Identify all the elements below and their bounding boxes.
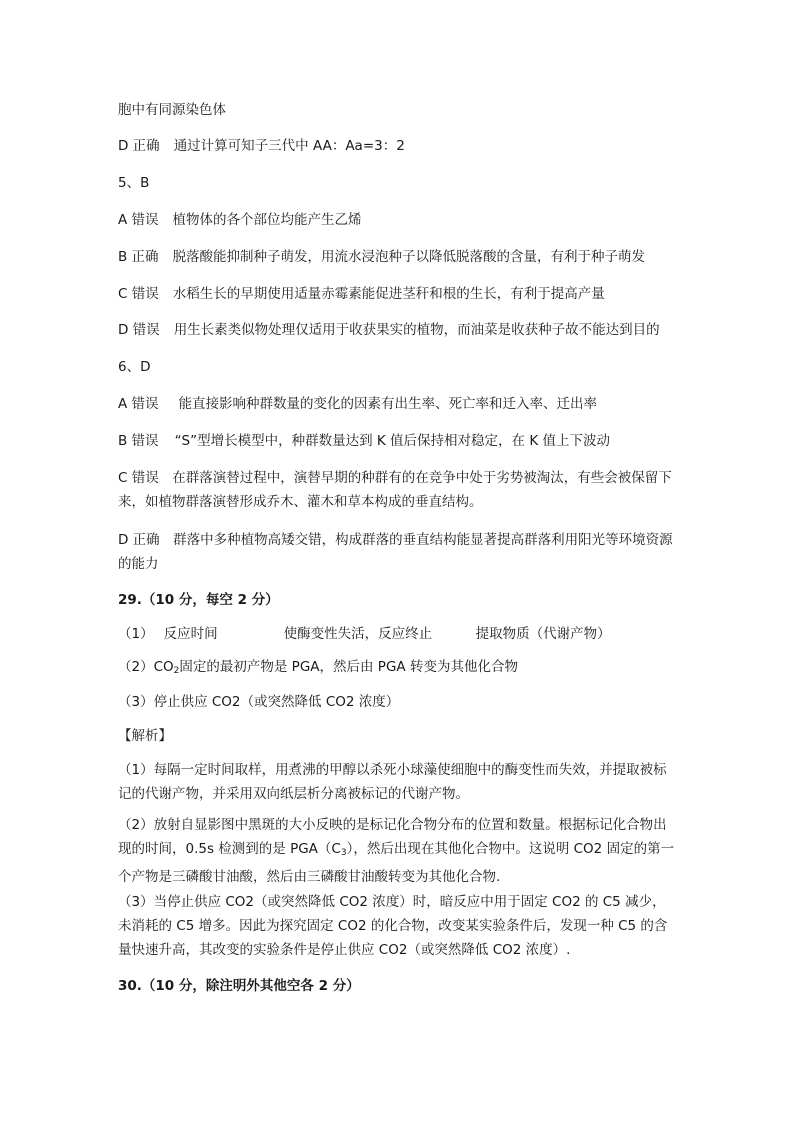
subscript: 2 (173, 666, 180, 676)
answer-line-q5-a (118, 210, 362, 230)
verdict-label: C 错误 (118, 286, 159, 302)
verdict-label: A 错误 (118, 396, 159, 412)
verdict-label: D 正确 (118, 138, 160, 154)
answer-text: （2）CO (118, 659, 174, 675)
explanation-text: 能直接影响种群数量的变化的因素有出生率、死亡率和迁入率、迁出率 (178, 396, 598, 412)
analysis-text: ），然后出现在其他化合物中。这说明 CO2 固定的第一个产物是三磷酸甘油酸，然后由三磷酸甘油酸转变为其他化合物. (118, 841, 675, 885)
answer-line-q4-d (118, 136, 405, 156)
section-heading-30: 30.（10 分，除注明外其他空各 2 分） (118, 978, 360, 994)
question-answer-5: 5、B (118, 175, 150, 191)
analysis-paragraph-1: （1）每隔一定时间取样，用煮沸的甲醇以杀死小球藻使细胞中的酶变性而失效，并提取被标记的代谢产物，并采用双向纸层析分离被标记的代谢产物。 (118, 762, 667, 802)
answer-text: 固定的最初产物是 PGA，然后由 PGA 转变为其他化合物 (179, 659, 518, 675)
blank-answer-1: 反应时间 (163, 626, 218, 642)
text-line: 胞中有同源染色体 (118, 102, 226, 118)
answer-paragraph-q6-c: C 错误 在群落演替过程中，演替早期的种群有的在竞争中处于劣势被淘汰，有些会被保留下来，如植物群落演替形成乔木、灌木和草本构成的垂直结构。 (118, 470, 672, 510)
verdict-label: A 错误 (118, 212, 159, 228)
answer-29-2 (118, 657, 518, 681)
answer-29-3: （3）停止供应 CO2（或突然降低 CO2 浓度） (118, 694, 400, 710)
explanation-text: 脱落酸能抑制种子萌发，用流水浸泡种子以降低脱落酸的含量，有利于种子萌发 (172, 249, 646, 265)
explanation-text: “S”型增长模型中，种群数量达到 K 值后保持相对稳定，在 K 值上下波动 (174, 433, 610, 449)
part-number: （1） (118, 626, 154, 642)
answer-line-q6-b (118, 431, 610, 451)
section-heading-29: 29.（10 分，每空 2 分） (118, 592, 279, 608)
blank-answer-3: 提取物质（代谢产物） (475, 626, 611, 642)
analysis-text: （2）放射自显影图中黑斑的大小反映的是标记化合物分布的位置和数量。根据标记化合物出现的时间，0.5s 检测到的是 PGA（C (118, 817, 667, 857)
analysis-paragraph-2 (118, 813, 678, 889)
blank-answer-2: 使酶变性失活，反应终止 (283, 626, 433, 642)
subscript: 3 (340, 848, 347, 858)
verdict-label: D 错误 (118, 322, 160, 338)
verdict-label: B 错误 (118, 433, 159, 449)
answer-paragraph-q6-d: D 正确 群落中多种植物高矮交错，构成群落的垂直结构能显著提高群落利用阳光等环境资源的能力 (118, 532, 673, 572)
explanation-text: 通过计算可知子三代中 AA：Aa=3：2 (173, 138, 405, 154)
explanation-text: 植物体的各个部位均能产生乙烯 (172, 212, 362, 228)
question-answer-6: 6、D (118, 359, 151, 375)
explanation-text: 水稻生长的早期使用适量赤霉素能促进茎秆和根的生长，有利于提高产量 (172, 286, 605, 302)
analysis-heading: 【解析】 (118, 728, 172, 744)
answer-line-q6-a (118, 394, 597, 414)
answer-29-1 (118, 624, 611, 644)
answer-line-q5-c (118, 284, 605, 304)
analysis-paragraph-3: （3）当停止供应 CO2（或突然降低 CO2 浓度）时，暗反应中用于固定 CO2 的 C5 减少，未消耗的 C5 增多。因此为探究固定 CO2 的化合物，改变某实验条件后，发现一种 C5 的含量快速升高，其改变的实验条件是停止供应 CO2（或突然降低 CO2 浓度）. (118, 894, 668, 958)
verdict-label: B 正确 (118, 249, 159, 265)
explanation-text: 用生长素类似物处理仅适用于收获果实的植物，而油菜是收获种子故不能达到目的 (173, 322, 660, 338)
answer-line-q5-d (118, 320, 660, 340)
answer-line-q5-b (118, 247, 645, 267)
